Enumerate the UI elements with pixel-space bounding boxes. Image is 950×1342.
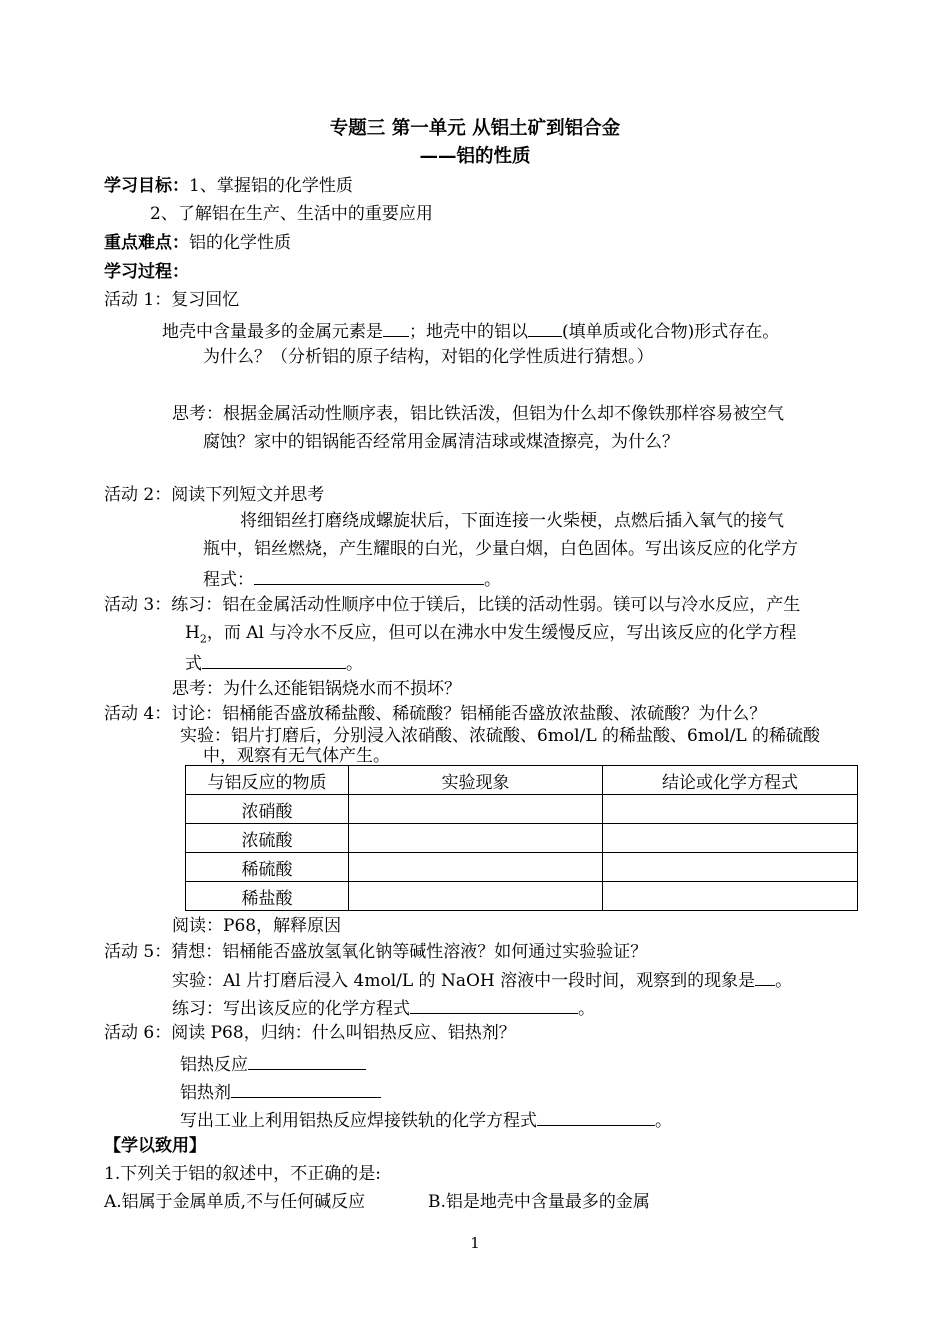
activity-4-read: 阅读：P68，解释原因 — [172, 916, 342, 936]
activity-5-practice — [172, 995, 595, 1020]
page-title: 专题三 第一单元 从铝土矿到铝合金 — [329, 118, 621, 139]
question-1: 1.下列关于铝的叙述中，不正确的是: — [104, 1164, 381, 1184]
activity-3-line3-end: 。 — [346, 654, 363, 674]
answer-blank[interactable] — [231, 1079, 381, 1098]
table-row — [186, 882, 858, 911]
q1-part-c: (填单质或化合物)形式存在。 — [562, 322, 780, 342]
activity-3-line2-rest: ，而 Al 与冷水不反应，但可以在沸水中发生缓慢反应，写出该反应的化学方程 — [206, 623, 797, 643]
activity-3-line3-label: 式 — [185, 654, 202, 674]
conclusion-cell[interactable] — [603, 853, 858, 882]
table-header-row — [186, 766, 858, 795]
substance-cell: 稀盐酸 — [186, 882, 349, 911]
activity-5-exp-text: 实验：Al 片打磨后浸入 4mol/L 的 NaOH 溶液中一段时间，观察到的现象是 — [172, 971, 756, 991]
answer-blank[interactable] — [755, 967, 775, 986]
learning-goals-label: 学习目标： — [104, 176, 189, 196]
activity-5-exp-end: 。 — [775, 971, 793, 991]
table-header: 与铝反应的物质 — [186, 766, 349, 795]
key-points-label: 重点难点： — [104, 233, 189, 253]
question-1-option-b: B.铝是地壳中含量最多的金属 — [428, 1192, 650, 1212]
phenomenon-cell[interactable] — [349, 824, 603, 853]
activity-2-line3-end: 。 — [484, 570, 501, 590]
activity-1-heading: 活动 1：复习回忆 — [104, 290, 240, 310]
substance-cell: 浓硫酸 — [186, 824, 349, 853]
activity-1-think-line2: 腐蚀？家中的铝锅能否经常用金属清洁球或煤渣擦亮，为什么？ — [203, 432, 679, 452]
activity-2-line2: 瓶中，铝丝燃烧，产生耀眼的白光，少量白烟，白色固体。写出该反应的化学方 — [203, 539, 798, 559]
q1-part-b: ；地壳中的铝以 — [409, 322, 528, 342]
activity-2-heading: 活动 2：阅读下列短文并思考 — [104, 485, 325, 505]
thermite-agent — [180, 1079, 381, 1104]
activity-4-exp-line2: 中，观察有无气体产生。 — [203, 746, 390, 766]
activity-3-think: 思考：为什么还能铝锅烧水而不损坏？ — [172, 679, 461, 699]
apply-heading: 【学以致用】 — [104, 1136, 206, 1156]
activity-1-question-line2: 为什么？（分析铝的原子结构，对铝的化学性质进行猜想。） — [203, 347, 654, 367]
answer-blank[interactable] — [254, 566, 484, 585]
activity-3-line2 — [185, 622, 796, 650]
activity-2-line1: 将细铝丝打磨绕成螺旋状后，下面连接一火柴梗，点燃后插入氧气的接气 — [240, 511, 784, 531]
process-label: 学习过程： — [104, 262, 189, 282]
activity-4-exp-line1: 实验：铝片打磨后，分别浸入浓硝酸、浓硫酸、6mol/L 的稀盐酸、6mol/L 的稀硫酸 — [180, 726, 821, 746]
activity-5-practice-text: 练习：写出该反应的化学方程式 — [172, 999, 410, 1019]
answer-blank[interactable] — [383, 318, 409, 337]
table-row — [186, 853, 858, 882]
answer-blank[interactable] — [528, 318, 562, 337]
answer-blank[interactable] — [248, 1051, 366, 1070]
key-points — [104, 232, 291, 254]
key-points-text: 铝的化学性质 — [189, 233, 291, 253]
table-row — [186, 795, 858, 824]
h-symbol: H — [185, 623, 200, 643]
answer-blank[interactable] — [537, 1107, 655, 1126]
activity-1-think-line1: 思考：根据金属活动性顺序表，铝比铁活泼，但铝为什么却不像铁那样容易被空气 — [172, 404, 784, 424]
activity-5-practice-end: 。 — [578, 999, 595, 1019]
page-subtitle: ——铝的性质 — [419, 146, 531, 167]
thermite-reaction-label: 铝热反应 — [180, 1055, 248, 1075]
q1-part-a: 地壳中含量最多的金属元素是 — [162, 322, 383, 342]
substance-cell: 稀硫酸 — [186, 853, 349, 882]
substance-cell: 浓硝酸 — [186, 795, 349, 824]
activity-5-heading: 活动 5：猜想：铝桶能否盛放氢氧化钠等碱性溶液？如何通过实验验证？ — [104, 942, 648, 962]
conclusion-cell[interactable] — [603, 824, 858, 853]
conclusion-cell[interactable] — [603, 795, 858, 824]
activity-4-heading: 活动 4：讨论：铝桶能否盛放稀盐酸、稀硫酸？铝桶能否盛放浓盐酸、浓硫酸？为什么？ — [104, 704, 767, 724]
table-header: 实验现象 — [349, 766, 603, 795]
table-header: 结论或化学方程式 — [603, 766, 858, 795]
thermite-equation — [180, 1107, 672, 1132]
thermite-equation-end: 。 — [655, 1111, 672, 1131]
learning-goals — [104, 175, 353, 197]
thermite-equation-text: 写出工业上利用铝热反应焊接铁轨的化学方程式 — [180, 1111, 537, 1131]
thermite-agent-label: 铝热剂 — [180, 1083, 231, 1103]
table-row — [186, 824, 858, 853]
phenomenon-cell[interactable] — [349, 882, 603, 911]
answer-blank[interactable] — [202, 650, 346, 669]
experiment-table — [185, 765, 858, 911]
goal-item-1: 1、掌握铝的化学性质 — [189, 176, 353, 196]
activity-6-heading: 活动 6：阅读 P68，归纳：什么叫铝热反应、铝热剂？ — [104, 1023, 516, 1043]
phenomenon-cell[interactable] — [349, 853, 603, 882]
phenomenon-cell[interactable] — [349, 795, 603, 824]
answer-blank[interactable] — [410, 995, 578, 1014]
activity-2-line3-label: 程式： — [203, 570, 254, 590]
page-number: 1 — [470, 1234, 480, 1252]
activity-3-line1: 活动 3：练习：铝在金属活动性顺序中位于镁后，比镁的活动性弱。镁可以与冷水反应，产生 — [104, 595, 801, 615]
activity-3-line3 — [185, 650, 363, 675]
h-subscript: 2 — [199, 632, 207, 646]
goal-item-2: 2、了解铝在生产、生活中的重要应用 — [150, 204, 433, 224]
activity-2-line3 — [203, 566, 501, 591]
activity-1-question — [162, 318, 779, 343]
activity-5-exp — [172, 967, 792, 992]
thermite-reaction — [180, 1051, 366, 1076]
conclusion-cell[interactable] — [603, 882, 858, 911]
question-1-option-a: A.铝属于金属单质,不与任何碱反应 — [104, 1192, 366, 1212]
